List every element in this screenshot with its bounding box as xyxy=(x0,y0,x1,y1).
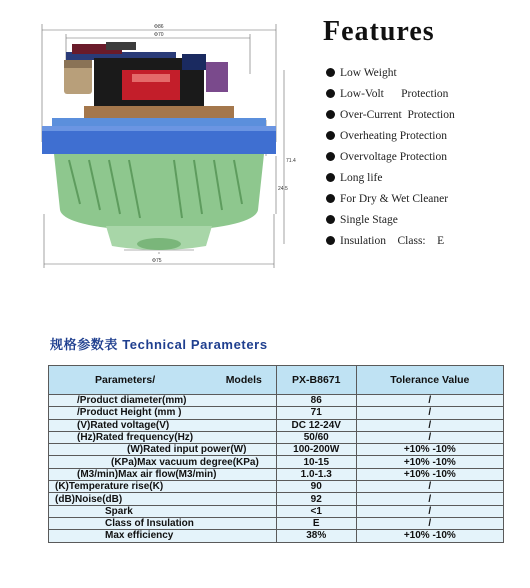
param-value: 90 xyxy=(276,481,356,493)
param-tolerance: +10% -10% xyxy=(356,456,503,468)
param-name: (KPa)Max vacuum degree(KPa) xyxy=(49,456,277,468)
param-tolerance: / xyxy=(356,431,503,443)
table-row xyxy=(49,493,504,505)
bullet-icon xyxy=(326,110,335,119)
param-name: (M3/min)Max air flow(M3/min) xyxy=(49,468,277,480)
param-name: Spark xyxy=(49,505,277,517)
feature-item: Single Stage xyxy=(326,209,516,230)
param-name: (dB)Noise(dB) xyxy=(49,493,277,505)
dim-right-3: 71.4 xyxy=(286,158,296,164)
table-row xyxy=(49,431,504,443)
table-header-row xyxy=(49,366,504,395)
bullet-icon xyxy=(326,131,335,140)
feature-item: Insulation Class: E xyxy=(326,230,516,251)
param-tolerance: / xyxy=(356,395,503,407)
param-tolerance: / xyxy=(356,481,503,493)
table-row xyxy=(49,505,504,517)
param-name: (W)Rated input power(W) xyxy=(49,444,277,456)
param-name: (Hz)Rated frequency(Hz) xyxy=(49,431,277,443)
feature-item: Over-Current Protection xyxy=(326,104,516,125)
table-row xyxy=(49,395,504,407)
header-tolerance: Tolerance Value xyxy=(356,366,503,395)
param-name: (V)Rated voltage(V) xyxy=(49,419,277,431)
table-row xyxy=(49,468,504,480)
param-tolerance: +10% -10% xyxy=(356,530,503,542)
param-value: DC 12-24V xyxy=(276,419,356,431)
features-title: Features xyxy=(323,16,435,47)
feature-item: Overvoltage Protection xyxy=(326,146,516,167)
feature-item: Low Weight xyxy=(326,62,516,83)
table-row xyxy=(49,517,504,529)
header-model: PX-B8671 xyxy=(276,366,356,395)
table-row xyxy=(49,444,504,456)
dim-bottom-2: Φ75 xyxy=(152,258,162,264)
param-tolerance: +10% -10% xyxy=(356,468,503,480)
features-list xyxy=(326,62,516,251)
table-row xyxy=(49,407,504,419)
param-value: 50/60 xyxy=(276,431,356,443)
param-tolerance: / xyxy=(356,505,503,517)
param-value: 1.0-1.3 xyxy=(276,468,356,480)
param-tolerance: / xyxy=(356,407,503,419)
param-value: E xyxy=(276,517,356,529)
bullet-icon xyxy=(326,194,335,203)
param-value: 92 xyxy=(276,493,356,505)
table-row xyxy=(49,419,504,431)
table-row xyxy=(49,481,504,493)
parameters-table xyxy=(48,365,504,543)
param-tolerance: / xyxy=(356,517,503,529)
dim-top-inner: Φ70 xyxy=(154,32,164,38)
param-name: (K)Temperature rise(K) xyxy=(49,481,277,493)
param-value: 10-15 xyxy=(276,456,356,468)
bullet-icon xyxy=(326,89,335,98)
param-name: /Product Height (mm ) xyxy=(49,407,277,419)
bullet-icon xyxy=(326,152,335,161)
param-tolerance: +10% -10% xyxy=(356,444,503,456)
dim-top-outer: Φ86 xyxy=(154,24,164,30)
feature-item: For Dry & Wet Cleaner xyxy=(326,188,516,209)
param-value: <1 xyxy=(276,505,356,517)
bullet-icon xyxy=(326,68,335,77)
param-value: 71 xyxy=(276,407,356,419)
technical-parameters-heading: 规格参数表 Technical Parameters xyxy=(50,337,268,352)
dim-right-2: 24.5 xyxy=(278,186,288,192)
motor-drawing xyxy=(14,14,304,276)
param-name: Class of Insulation xyxy=(49,517,277,529)
table-row xyxy=(49,530,504,542)
header-models: Models xyxy=(225,373,262,386)
bullet-icon xyxy=(326,236,335,245)
param-tolerance: / xyxy=(356,419,503,431)
header-parameters: Parameters/ xyxy=(95,373,156,386)
feature-item: Long life xyxy=(326,167,516,188)
feature-item: Low-Volt Protection xyxy=(326,83,516,104)
feature-item: Overheating Protection xyxy=(326,125,516,146)
param-name: /Product diameter(mm) xyxy=(49,395,277,407)
param-name: Max efficiency xyxy=(49,530,277,542)
header-parameters-models xyxy=(49,366,277,395)
bullet-icon xyxy=(326,215,335,224)
param-tolerance: / xyxy=(356,493,503,505)
bullet-icon xyxy=(326,173,335,182)
table-row xyxy=(49,456,504,468)
param-value: 38% xyxy=(276,530,356,542)
param-value: 86 xyxy=(276,395,356,407)
param-value: 100-200W xyxy=(276,444,356,456)
